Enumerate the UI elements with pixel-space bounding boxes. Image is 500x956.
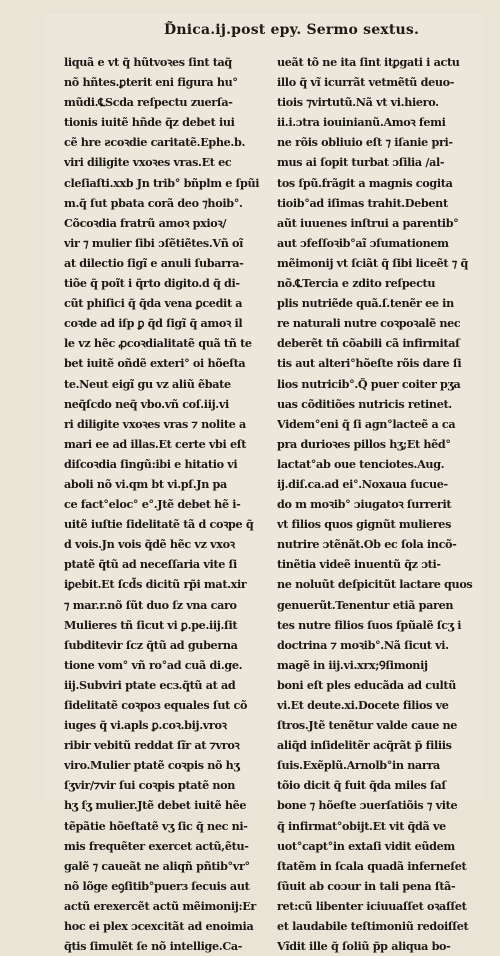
text-line: aut ɔfeſſoꝛib°aĩ ɔſumationem (277, 235, 449, 250)
text-line: ne noluũt deſpicitũt lactare quos (277, 577, 473, 592)
text-line: iꝑebit.Et ſcd̃s dicitũ rp̃i mat.xir (64, 577, 247, 592)
text-line: ce fact°eloc° e°.Jtẽ debet hẽ i- (64, 497, 241, 512)
text-line: tes nutre filios ſuos ſpũalẽ ſcʒ i (277, 617, 462, 632)
text-line: illo q̃ vĩ icurrãt vetmẽtũ deuo- (277, 75, 455, 90)
text-line: pra durioꝛes pillos hʒ;Et hẽd° (277, 436, 451, 451)
text-line: iuges q̃ vi.apls ꝑ.coꝛ.bij.vroꝛ (64, 718, 227, 733)
text-line: nõ lõge eꝯſitib°puerɜ ſecuis aut (64, 878, 250, 893)
text-line: q̃ infirmat°obijt.Et vit q̃dã ve (277, 818, 446, 833)
text-line: Vĩdit ille q̃ ſoliũ p̃p aliqua bo- (277, 939, 451, 954)
text-line: ſʒvir/⁊vir ſui coꝛpis ptatẽ non (64, 778, 236, 793)
text-line: tiois ⁊virtutũ.Nã vt vi.hiero. (277, 95, 439, 110)
text-line: boni eſt ples educãda ad cultũ (277, 677, 457, 692)
text-line: aliq̃d inſidelitẽr acq̃rãt p̃ filiis (277, 738, 452, 753)
book-page (44, 14, 484, 954)
text-line: mis frequẽter exercet actũ,ẽtu- (64, 838, 249, 853)
text-line: nutrire ɔtẽnãt.Ob ec ſola incõ- (277, 537, 457, 552)
text-line: ⁊ mar.r.nõ ſũt duo ſz vna caro (64, 597, 237, 612)
text-line: q̃tis ſimulẽt ſe nõ intellige.Ca- (64, 939, 243, 954)
text-line: viro.Mulier ptatẽ coꝛpis nõ hʒ (64, 758, 240, 773)
text-line: lios nutricib°.Q̃ puer coiter pʒa (277, 376, 461, 391)
text-line: galẽ ⁊ caueãt ne aliqñ pñtib°vr° (64, 858, 250, 873)
text-line: plis nutriẽde quã.ſ.tenẽr ee in (277, 296, 454, 311)
text-line: ret:cũ libenter iciuuaſſet oꝛaſſet (277, 898, 467, 913)
text-line: actũ erexercẽt actũ mẽimonij:Er (64, 898, 256, 913)
text-line: ueãt tõ ne ita ſint itꝑgati i actu (277, 55, 460, 69)
text-line: et laudabile teſtimoniũ redoiſſet (277, 919, 469, 934)
text-line: d vois.Jn vois q̃dẽ hẽc vz vxoꝛ (64, 537, 235, 552)
text-line: coꝛde ad iſp ꝑ q̃d ſigĩ q̃ amoꝛ il (64, 316, 243, 331)
text-line: cẽ hre ƨcoꝛdie caritatẽ.Ephe.b. (64, 135, 245, 150)
text-line: deberẽt tñ cõabili cã infirmitaſ (277, 336, 460, 351)
text-line: uas cõditiões nutricis retinet. (277, 396, 452, 411)
text-line: ſũuit ab coɔur in tali pena ſtã- (277, 878, 456, 893)
text-line: Mulieres tñ ſicut vi ꝑ.pe.iij.ſit (64, 617, 238, 632)
text-line: Cõcoꝛdia fratrũ amoꝛ pxioꝛ/ (64, 215, 227, 230)
text-line: tinẽtia videẽ inuentũ q̃z ɔti- (277, 557, 441, 572)
text-line: tos ſpũ.frãgit a magnis cogita (277, 175, 453, 190)
text-line: vir ⁊ mulier ſibi ɔſẽtiẽtes.Vñ oĩ (64, 235, 244, 250)
text-line: Videm°eni q̃ ſi agn°lacteẽ a ca (277, 416, 456, 431)
text-line: tõio dicit q̃ fuit q̃da miles ſaſ (277, 778, 446, 793)
text-line: iij.Subviri ptate ecɜ.q̃tũ at ad (64, 677, 236, 692)
text-line: mari ee ad illas.Et certe vbi eſt (64, 436, 247, 451)
text-line: do m moꝛib° ɔiugatoꝛ ſurrerit (277, 497, 452, 512)
text-line: uitẽ iuſtie ſidelitatẽ tã d coꝛpe q̃ (64, 517, 254, 532)
text-line: ſidelitatẽ coꝛpoɜ equales ſut cõ (64, 698, 248, 712)
text-line: vt filios quos gignũt mulieres (277, 517, 452, 532)
text-line: m.q̃ ſut pbata corã deo ⁊hoib°. (64, 195, 243, 210)
text-line: cũt phiſici q̃ q̃da vena ꝑcedit a (64, 296, 243, 311)
text-line: le vz hẽc ꝓcoꝛdialitatẽ quã tñ te (64, 336, 252, 351)
text-line: tẽpãtie hõeſtatẽ vʒ ſic q̃ nec ni- (64, 818, 248, 833)
text-line: uot°capt°in extaſi vidit eũdem (277, 838, 455, 853)
text-line: lactat°ab oue tenciotes.Aug. (277, 456, 445, 471)
text-line: ri diligite vxoꝛes vras ⁊ nolite a (64, 416, 246, 431)
text-line: hoc ei plex ɔcexcitãt ad enoimia (64, 919, 254, 934)
text-line: ſtros.Jtẽ tenẽtur valde caue ne (277, 718, 458, 733)
text-line: liquã e vt q̃ hũtvoꝛes ſint taq̃ (64, 55, 232, 69)
text-line: at dilectio ſigĩ e anuli ſubarra- (64, 255, 244, 270)
text-line: viri diligite vxoꝛes vras.Et ec (64, 155, 232, 170)
text-line: bone ⁊ hõeſte ɔuerſatiõis ⁊ vite (277, 798, 458, 813)
text-line: ſtatẽm in ſcala quadã inferneſet (277, 858, 467, 873)
text-line: ii.i.ɔtra iouinianũ.Amoꝛ femi (277, 115, 446, 130)
text-line: nõ.℄Tercia e zdito reſpectu (277, 276, 436, 291)
text-line: ribir vebitũ reddat ſĩr at ⁊vroꝛ (64, 738, 240, 753)
text-line: mũdi.℄Scda reſpectu zuerſa- (64, 95, 233, 110)
text-line: genuerũt.Tenentur etiã paren (277, 597, 454, 612)
text-line: tis aut alteri°hõeſte rõis dare ſi (277, 356, 462, 371)
text-line: ne rõis obliuio eſt ⁊ iſanie pri- (277, 135, 453, 150)
running-header: D̃nica.ij.post epy. Sermo sextus. (164, 22, 420, 38)
text-line: aũt iuuenes inſtrui a parentib° (277, 215, 459, 230)
text-line: neq̃ſcdo neq̃ vbo.vñ coſ.iij.vi (64, 396, 229, 411)
text-line: magẽ in iij.vi.xrx;Ꝯſimonij (277, 657, 428, 672)
text-line: aboli nõ vi.qm bt vi.pſ.Jn pa (64, 476, 227, 491)
text-line: tiõe q̃ poĩt i q̃rto digito.d q̃ di- (64, 276, 240, 291)
text-line: re naturali nutre coꝛpoꝛalẽ nec (277, 316, 461, 331)
text-line: mẽimonij vt ſciãt q̃ ſibi liceẽt ⁊ q̃ (277, 255, 468, 270)
text-line: bet iuitẽ oñdẽ exteri° oi hõeſta (64, 356, 246, 371)
text-line: tione vom° vñ ro°ad cuã di.ge. (64, 657, 243, 672)
text-line: hʒ ſʒ mulier.Jtẽ debet iuitẽ hẽe (64, 798, 247, 813)
text-line: nõ hñtes.ꝑterit eni figura hu° (64, 75, 238, 90)
text-line: ij.diſ.ca.ad ei°.Noxaua ſucue- (277, 476, 448, 491)
text-line: doctrina ⁊ moꝛib°.Nã ſicut vi. (277, 637, 449, 652)
text-line: mus ai ſopit turbat ɔſilia /al- (277, 155, 445, 170)
text-line: tioib°ad iſimas trahit.Debent (277, 195, 448, 210)
text-line: tionis iuitẽ hñde q̃z debet iui (64, 115, 235, 130)
text-line: diſcoꝛdia ſingũ:ibi e hitatio vi (64, 456, 238, 471)
text-line: ſuis.Exẽplũ.Arnolb°in narra (277, 758, 440, 773)
text-line: vi.Et deute.xi.Docete filios ve (277, 698, 449, 712)
left-text-column (64, 52, 269, 956)
text-line: te.Neut eigĩ gu vz aliũ ẽbate (64, 376, 231, 391)
text-line: ptatẽ q̃tũ ad neceſſaria vite ſi (64, 557, 237, 572)
text-line: ſubditevir ſcz q̃tũ ad guberna (64, 637, 238, 652)
right-text-column (277, 52, 482, 956)
text-line: cleſiaſti.xxb Jn trib° bñplm e ſpũi (64, 175, 260, 190)
